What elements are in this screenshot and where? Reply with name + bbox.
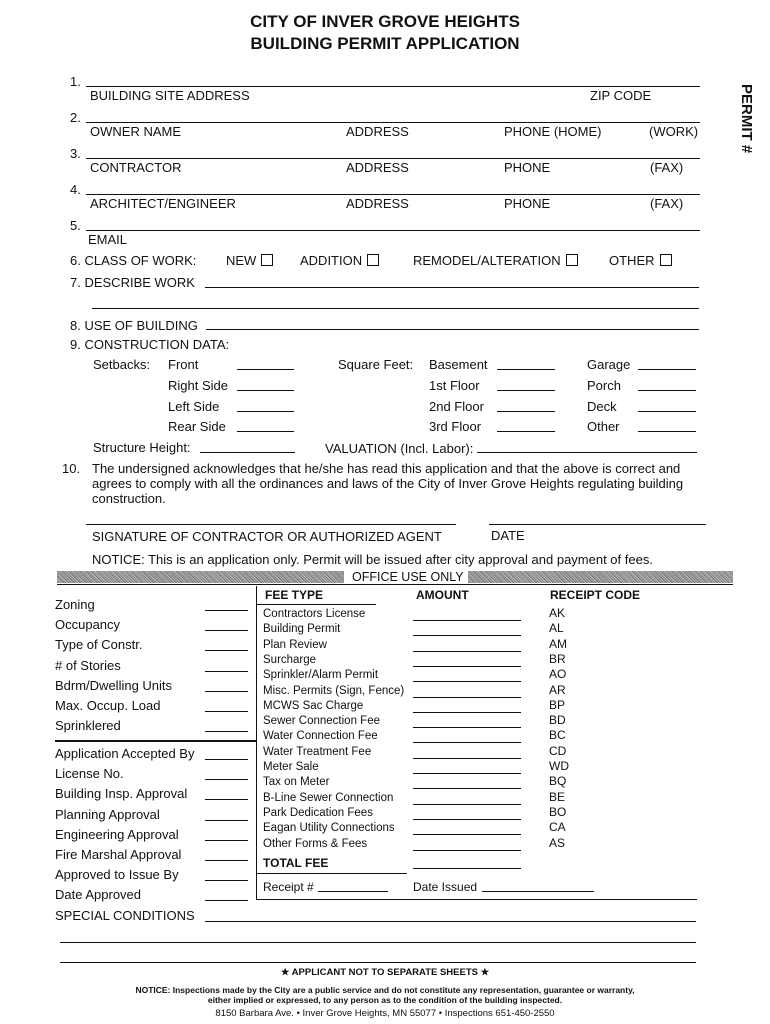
class-remodel-label: REMODEL/ALTERATION: [413, 253, 561, 268]
setback-rear-label: Rear Side: [168, 419, 226, 434]
fee-type-label: Plan Review: [263, 638, 327, 651]
field-number: 1.: [70, 74, 81, 89]
checkbox-icon[interactable]: [660, 254, 672, 266]
office-left-field[interactable]: [205, 630, 248, 631]
email-label: EMAIL: [88, 232, 128, 247]
acknowledge-line2: agrees to comply with all the ordinances and laws of the City of Inver Grove Heights regulating building: [92, 476, 684, 491]
owner-line[interactable]: [86, 122, 700, 123]
building-site-address-label: BUILDING SITE ADDRESS: [90, 88, 250, 103]
setbacks-label: Setbacks:: [93, 357, 151, 372]
signature-line[interactable]: [86, 524, 456, 525]
office-left-field[interactable]: [205, 880, 248, 881]
office-left-field[interactable]: [205, 779, 248, 780]
field-number: 3.: [70, 146, 81, 161]
field-number: 4.: [70, 182, 81, 197]
receipt-code: CA: [549, 820, 566, 835]
field-number: 2.: [70, 110, 81, 125]
form-title-line1: CITY OF INVER GROVE HEIGHTS: [250, 12, 520, 31]
left-separator: [55, 740, 256, 742]
fee-amount-field[interactable]: [413, 635, 521, 636]
fee-type-label: Meter Sale: [263, 761, 319, 773]
fee-amount-field[interactable]: [413, 758, 521, 759]
fee-type-label: Water Connection Fee: [263, 730, 378, 743]
office-left-field[interactable]: [205, 691, 248, 692]
office-left-label: Max. Occup. Load: [55, 698, 161, 713]
footer-notice-line1: NOTICE: Inspections made by the City are a public service and do not constitute any representation, guarantee or warranty,: [135, 985, 635, 995]
acknowledge-number: 10.: [62, 461, 81, 476]
garage-field[interactable]: [638, 369, 696, 370]
office-left-label: Engineering Approval: [55, 826, 179, 842]
fee-type-label: Building Permit: [263, 623, 341, 636]
fee-amount-field[interactable]: [413, 834, 521, 835]
office-left-label: # of Stories: [55, 657, 121, 673]
fee-amount-field[interactable]: [413, 788, 521, 789]
fee-amount-field[interactable]: [413, 727, 521, 728]
receipt-code: AR: [549, 682, 566, 697]
notice-text: NOTICE: This is an application only. Permit will be issued after city approval and payment of fees.: [92, 552, 653, 567]
describe-work-line[interactable]: [205, 287, 699, 288]
use-of-building-label: 8. USE OF BUILDING: [70, 318, 198, 333]
valuation-label: VALUATION (Incl. Labor):: [325, 441, 474, 456]
fee-type-label: Contractors License: [263, 608, 366, 620]
signature-date-label: DATE: [491, 528, 525, 543]
receipt-code: BE: [549, 789, 566, 804]
office-left-field[interactable]: [205, 650, 248, 651]
office-left-field[interactable]: [205, 799, 248, 800]
office-left-field[interactable]: [205, 759, 248, 760]
office-left-label: Date Approved: [55, 887, 142, 903]
office-left-label: Bdrm/Dwelling Units: [55, 677, 173, 693]
receipt-code: CD: [549, 743, 567, 758]
fee-amount-field[interactable]: [413, 742, 521, 743]
third-floor-label: 3rd Floor: [429, 419, 482, 434]
receipt-code: AO: [549, 667, 567, 682]
office-left-label: Application Accepted By: [55, 746, 195, 761]
office-left-label: Zoning: [55, 597, 95, 612]
receipt-code: AL: [549, 621, 564, 636]
office-left-label: Building Insp. Approval: [55, 786, 188, 802]
office-left-field[interactable]: [205, 860, 248, 861]
receipt-code: AS: [549, 835, 566, 850]
office-left-label: Planning Approval: [55, 806, 160, 822]
office-use-shade-left: [57, 571, 344, 583]
architect-label: ARCHITECT/ENGINEER: [90, 196, 236, 211]
office-left-field[interactable]: [205, 840, 248, 841]
owner-name-label: OWNER NAME: [90, 124, 181, 139]
zip-code-label: ZIP CODE: [590, 88, 652, 103]
class-new-label: NEW: [226, 253, 257, 268]
phone-home-label: PHONE (HOME): [504, 124, 602, 139]
receipt-number-field[interactable]: [318, 891, 388, 892]
construction-data-label: 9. CONSTRUCTION DATA:: [70, 337, 230, 352]
fee-amount-field[interactable]: [413, 773, 521, 774]
porch-label: Porch: [587, 378, 621, 393]
class-new-option[interactable]: [226, 253, 273, 268]
architect-phone-label: PHONE: [504, 196, 551, 211]
fee-amount-field[interactable]: [413, 697, 521, 698]
other-label: Other: [587, 419, 620, 434]
valuation-field[interactable]: [477, 452, 697, 453]
acknowledge-line3: construction.: [92, 491, 166, 506]
contractor-line[interactable]: [86, 158, 700, 159]
building-site-address-line[interactable]: [86, 86, 700, 87]
fee-type-header: FEE TYPE: [265, 588, 324, 602]
architect-line[interactable]: [86, 194, 700, 195]
second-floor-field[interactable]: [497, 411, 555, 412]
setback-right-field[interactable]: [237, 390, 294, 391]
setback-front-field[interactable]: [237, 369, 294, 370]
office-left-label: Sprinklered: [55, 718, 121, 734]
office-left-label: Approved to Issue By: [55, 867, 179, 883]
deck-field[interactable]: [638, 411, 696, 412]
date-issued-field[interactable]: [482, 891, 594, 892]
setback-front-label: Front: [168, 357, 199, 372]
office-vertical-divider: [256, 586, 257, 900]
fee-type-label: Water Treatment Fee: [263, 745, 372, 758]
form-title-line2: BUILDING PERMIT APPLICATION: [250, 34, 520, 53]
setback-rear-field[interactable]: [237, 431, 294, 432]
contractor-label: CONTRACTOR: [90, 160, 182, 175]
amount-header: AMOUNT: [416, 588, 469, 602]
office-left-field[interactable]: [205, 671, 248, 672]
fee-amount-field[interactable]: [413, 712, 521, 713]
architect-fax-label: (FAX): [650, 196, 684, 211]
class-remodel-option[interactable]: [413, 253, 578, 268]
receipt-code: BD: [549, 713, 566, 728]
architect-address-label: ADDRESS: [346, 196, 409, 211]
receipt-code: AM: [549, 636, 567, 651]
office-left-field[interactable]: [205, 900, 248, 901]
fee-type-label: Sprinkler/Alarm Permit: [263, 669, 379, 682]
applicant-note: ★ APPLICANT NOT TO SEPARATE SHEETS ★: [280, 967, 490, 978]
office-bottom-rule: [257, 899, 697, 900]
total-fee-rule: [413, 850, 521, 851]
total-fee-underline: [257, 873, 407, 874]
office-left-label: Type of Constr.: [55, 637, 143, 653]
fee-amount-field[interactable]: [413, 819, 521, 820]
deck-label: Deck: [587, 399, 617, 414]
fee-header-underline: [257, 604, 376, 605]
fee-amount-field[interactable]: [413, 620, 521, 621]
special-conditions-line-3[interactable]: [60, 962, 696, 963]
checkbox-icon[interactable]: [261, 254, 273, 266]
receipt-code: BQ: [549, 774, 567, 789]
setback-right-label: Right Side: [168, 378, 228, 393]
checkbox-icon[interactable]: [566, 254, 578, 266]
office-left-field[interactable]: [205, 610, 248, 611]
receipt-code: BO: [549, 804, 567, 819]
fee-amount-field[interactable]: [413, 651, 521, 652]
fee-type-label: Park Dedication Fees: [263, 806, 373, 819]
fee-type-label: Sewer Connection Fee: [263, 715, 380, 728]
signature-label: SIGNATURE OF CONTRACTOR OR AUTHORIZED AGENT: [92, 529, 442, 544]
fee-amount-field[interactable]: [413, 804, 521, 805]
owner-address-label: ADDRESS: [346, 124, 409, 139]
total-fee-field[interactable]: [413, 868, 521, 869]
office-use-only-label: OFFICE USE ONLY: [352, 570, 464, 584]
second-floor-label: 2nd Floor: [429, 399, 484, 414]
fee-type-label: Other Forms & Fees: [263, 837, 368, 850]
office-left-label: License No.: [55, 766, 124, 782]
contractor-fax-label: (FAX): [650, 160, 684, 175]
describe-work-label: 7. DESCRIBE WORK: [70, 275, 195, 290]
fee-type-label: B-Line Sewer Connection: [263, 791, 394, 804]
office-use-shade-right: [468, 571, 733, 583]
email-line[interactable]: [86, 230, 700, 231]
office-left-field[interactable]: [205, 711, 248, 712]
fee-type-label: MCWS Sac Charge: [263, 699, 364, 712]
fee-type-label: Misc. Permits (Sign, Fence): [263, 684, 405, 697]
office-use-divider: [57, 584, 733, 585]
special-conditions-line-1[interactable]: [205, 921, 696, 922]
setback-left-label: Left Side: [168, 399, 220, 414]
receipt-code-header: RECEIPT CODE: [550, 588, 641, 602]
basement-field[interactable]: [497, 369, 555, 370]
office-left-label: Fire Marshal Approval: [55, 847, 182, 862]
total-fee-label: TOTAL FEE: [263, 856, 329, 870]
class-addition-label: ADDITION: [300, 253, 363, 268]
contractor-phone-label: PHONE: [504, 160, 551, 175]
describe-work-line-2[interactable]: [92, 308, 699, 309]
checkbox-icon[interactable]: [367, 254, 379, 266]
receipt-code: WD: [549, 759, 569, 773]
structure-height-label: Structure Height:: [93, 440, 191, 455]
class-of-work-label: 6. CLASS OF WORK:: [70, 253, 197, 268]
class-other-option[interactable]: [609, 253, 672, 268]
office-left-field[interactable]: [205, 731, 248, 732]
structure-height-field[interactable]: [200, 452, 295, 453]
square-feet-label: Square Feet:: [338, 357, 414, 372]
receipt-code: BR: [549, 651, 566, 666]
receipt-code: BC: [549, 728, 566, 743]
fee-type-label: Tax on Meter: [263, 776, 330, 789]
first-floor-field[interactable]: [497, 390, 555, 391]
special-conditions-line-2[interactable]: [60, 942, 696, 943]
use-of-building-line[interactable]: [206, 329, 699, 330]
receipt-code: AK: [549, 606, 566, 620]
first-floor-label: 1st Floor: [429, 378, 480, 393]
receipt-number-label: Receipt #: [263, 880, 314, 894]
other-field[interactable]: [638, 431, 696, 432]
basement-label: Basement: [429, 357, 488, 372]
receipt-code: BP: [549, 697, 566, 712]
office-left-label: Occupancy: [55, 617, 121, 633]
date-line[interactable]: [489, 524, 706, 525]
garage-label: Garage: [587, 357, 631, 372]
contractor-address-label: ADDRESS: [346, 160, 409, 175]
permit-number-label: PERMIT #: [738, 84, 755, 154]
field-number: 5.: [70, 218, 81, 233]
special-conditions-label: SPECIAL CONDITIONS: [55, 908, 195, 923]
phone-work-label: (WORK): [649, 124, 699, 139]
acknowledge-line1: The undersigned acknowledges that he/she has read this application and that the above is correct and: [92, 461, 681, 476]
class-addition-option[interactable]: [300, 253, 379, 268]
porch-field[interactable]: [638, 390, 696, 391]
footer-address: 8150 Barbara Ave. • Inver Grove Heights, MN 55077 • Inspections 651-450-2550: [215, 1008, 555, 1019]
office-left-field[interactable]: [205, 820, 248, 821]
setback-left-field[interactable]: [237, 411, 294, 412]
class-other-label: OTHER: [609, 253, 655, 268]
fee-amount-field[interactable]: [413, 681, 521, 682]
fee-amount-field[interactable]: [413, 666, 521, 667]
date-issued-label: Date Issued: [413, 880, 478, 894]
fee-type-label: Eagan Utility Connections: [263, 822, 395, 835]
third-floor-field[interactable]: [497, 431, 555, 432]
fee-type-label: Surcharge: [263, 653, 317, 666]
footer-notice-line2: either implied or expressed, to any person as to the condition of the building inspected.: [207, 995, 563, 1005]
